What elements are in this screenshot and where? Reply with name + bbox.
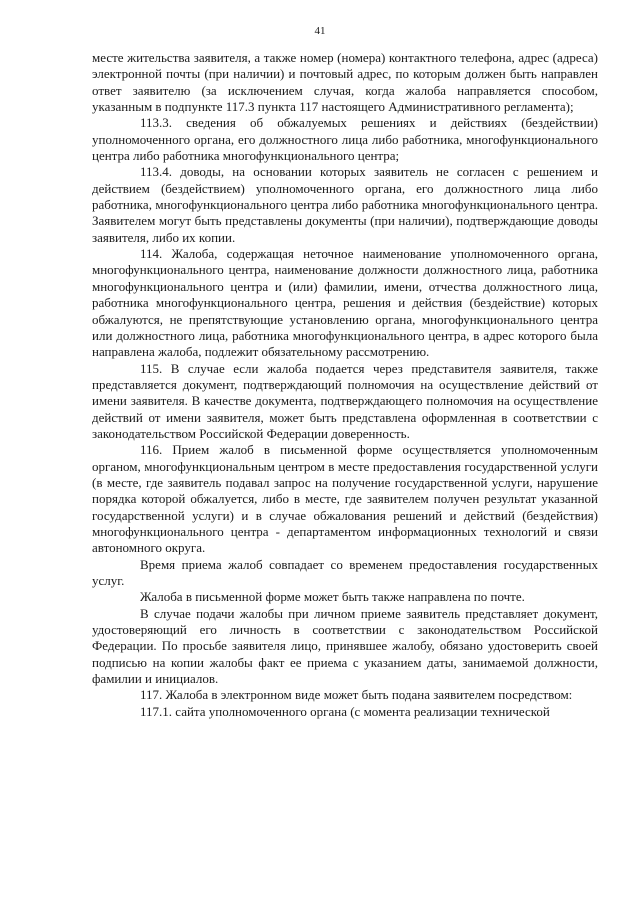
paragraph-117: 117. Жалоба в электронном виде может быть подана заявителем посредством: (140, 687, 573, 703)
paragraph-114: 114. Жалоба, содержащая неточное наименование уполномоченного органа, многофункционального центра, наименование должности должностного лица, работника многофункционального центра и (или) фамилии, имени, отчества должностного лица, работника многофункционального центра, решения и действия (бездействие) которых обжалуются, не препятствующие установлению органа, многофункционального центра или должностного лица, работника многофункционального центра, в адрес которого была направлена жалоба, подлежит обязательному рассмотрению. (92, 246, 598, 360)
paragraph-personal-reception: В случае подачи жалобы при личном приеме заявитель представляет документ, удостоверяющий его личность в соответствии с законодательством Российской Федерации. По просьбе заявителя лицо, принявшее жалобу, обязано удостоверить своей подписью на копии жалобы факт ее приема с указанием даты, занимаемой должности, фамилии и инициалов. (92, 605, 598, 687)
paragraph-117-1: 117.1. сайта уполномоченного органа (с момента реализации технической (140, 703, 550, 719)
paragraph-115: 115. В случае если жалоба подается через представителя заявителя, также представляется документ, подтверждающий полномочия на осуществление действий от имени заявителя. В качестве документа, подтверждающего полномочия на осуществление действий от имени заявителя, может быть представлена оформленная в соответствии с законодательством Российской Федерации доверенность. (92, 360, 598, 441)
paragraph-113-4: 113.4. доводы, на основании которых заявитель не согласен с решением и действием (бездействием) уполномоченного органа, его должностного лица либо работника, многофункционального центра либо работника многофункционального центра. Заявителем могут быть представлены документы (при наличии), подтверждающие доводы заявителя, либо их копии. (92, 164, 598, 245)
paragraph-by-mail: Жалоба в письменной форме может быть также направлена по почте. (140, 589, 525, 605)
paragraph-113-3: 113.3. сведения об обжалуемых решениях и действиях (бездействии) уполномоченного органа, его должностного лица либо работника, многофункционального центра либо работника многофункционального центра; (92, 115, 598, 164)
page-number: 41 (314, 25, 326, 37)
paragraph-continuation: месте жительства заявителя, а также номер (номера) контактного телефона, адрес (адреса) электронной почты (при наличии) и почтовый адрес, по которым должен быть направлен ответ заявителю (за исключением случая, когда жалоба направляется способом, указанным в подпункте 117.3 пункта 117 настоящего Административного регламента); (92, 50, 598, 115)
document-body (92, 50, 598, 720)
paragraph-116: 116. Прием жалоб в письменной форме осуществляется уполномоченным органом, многофункциональным центром в месте предоставления государственной услуги (в месте, где заявитель подавал запрос на получение государственной услуги, нарушение порядка которой обжалуется, либо в месте, где заявителем получен результат указанной государственной услуги) и в случае обжалования решений и действий (бездействия) многофункционального центра - департаментом информационных технологий и связи автономного округа. (92, 442, 598, 556)
paragraph-reception-time: Время приема жалоб совпадает со временем предоставления государственных услуг. (92, 556, 598, 588)
